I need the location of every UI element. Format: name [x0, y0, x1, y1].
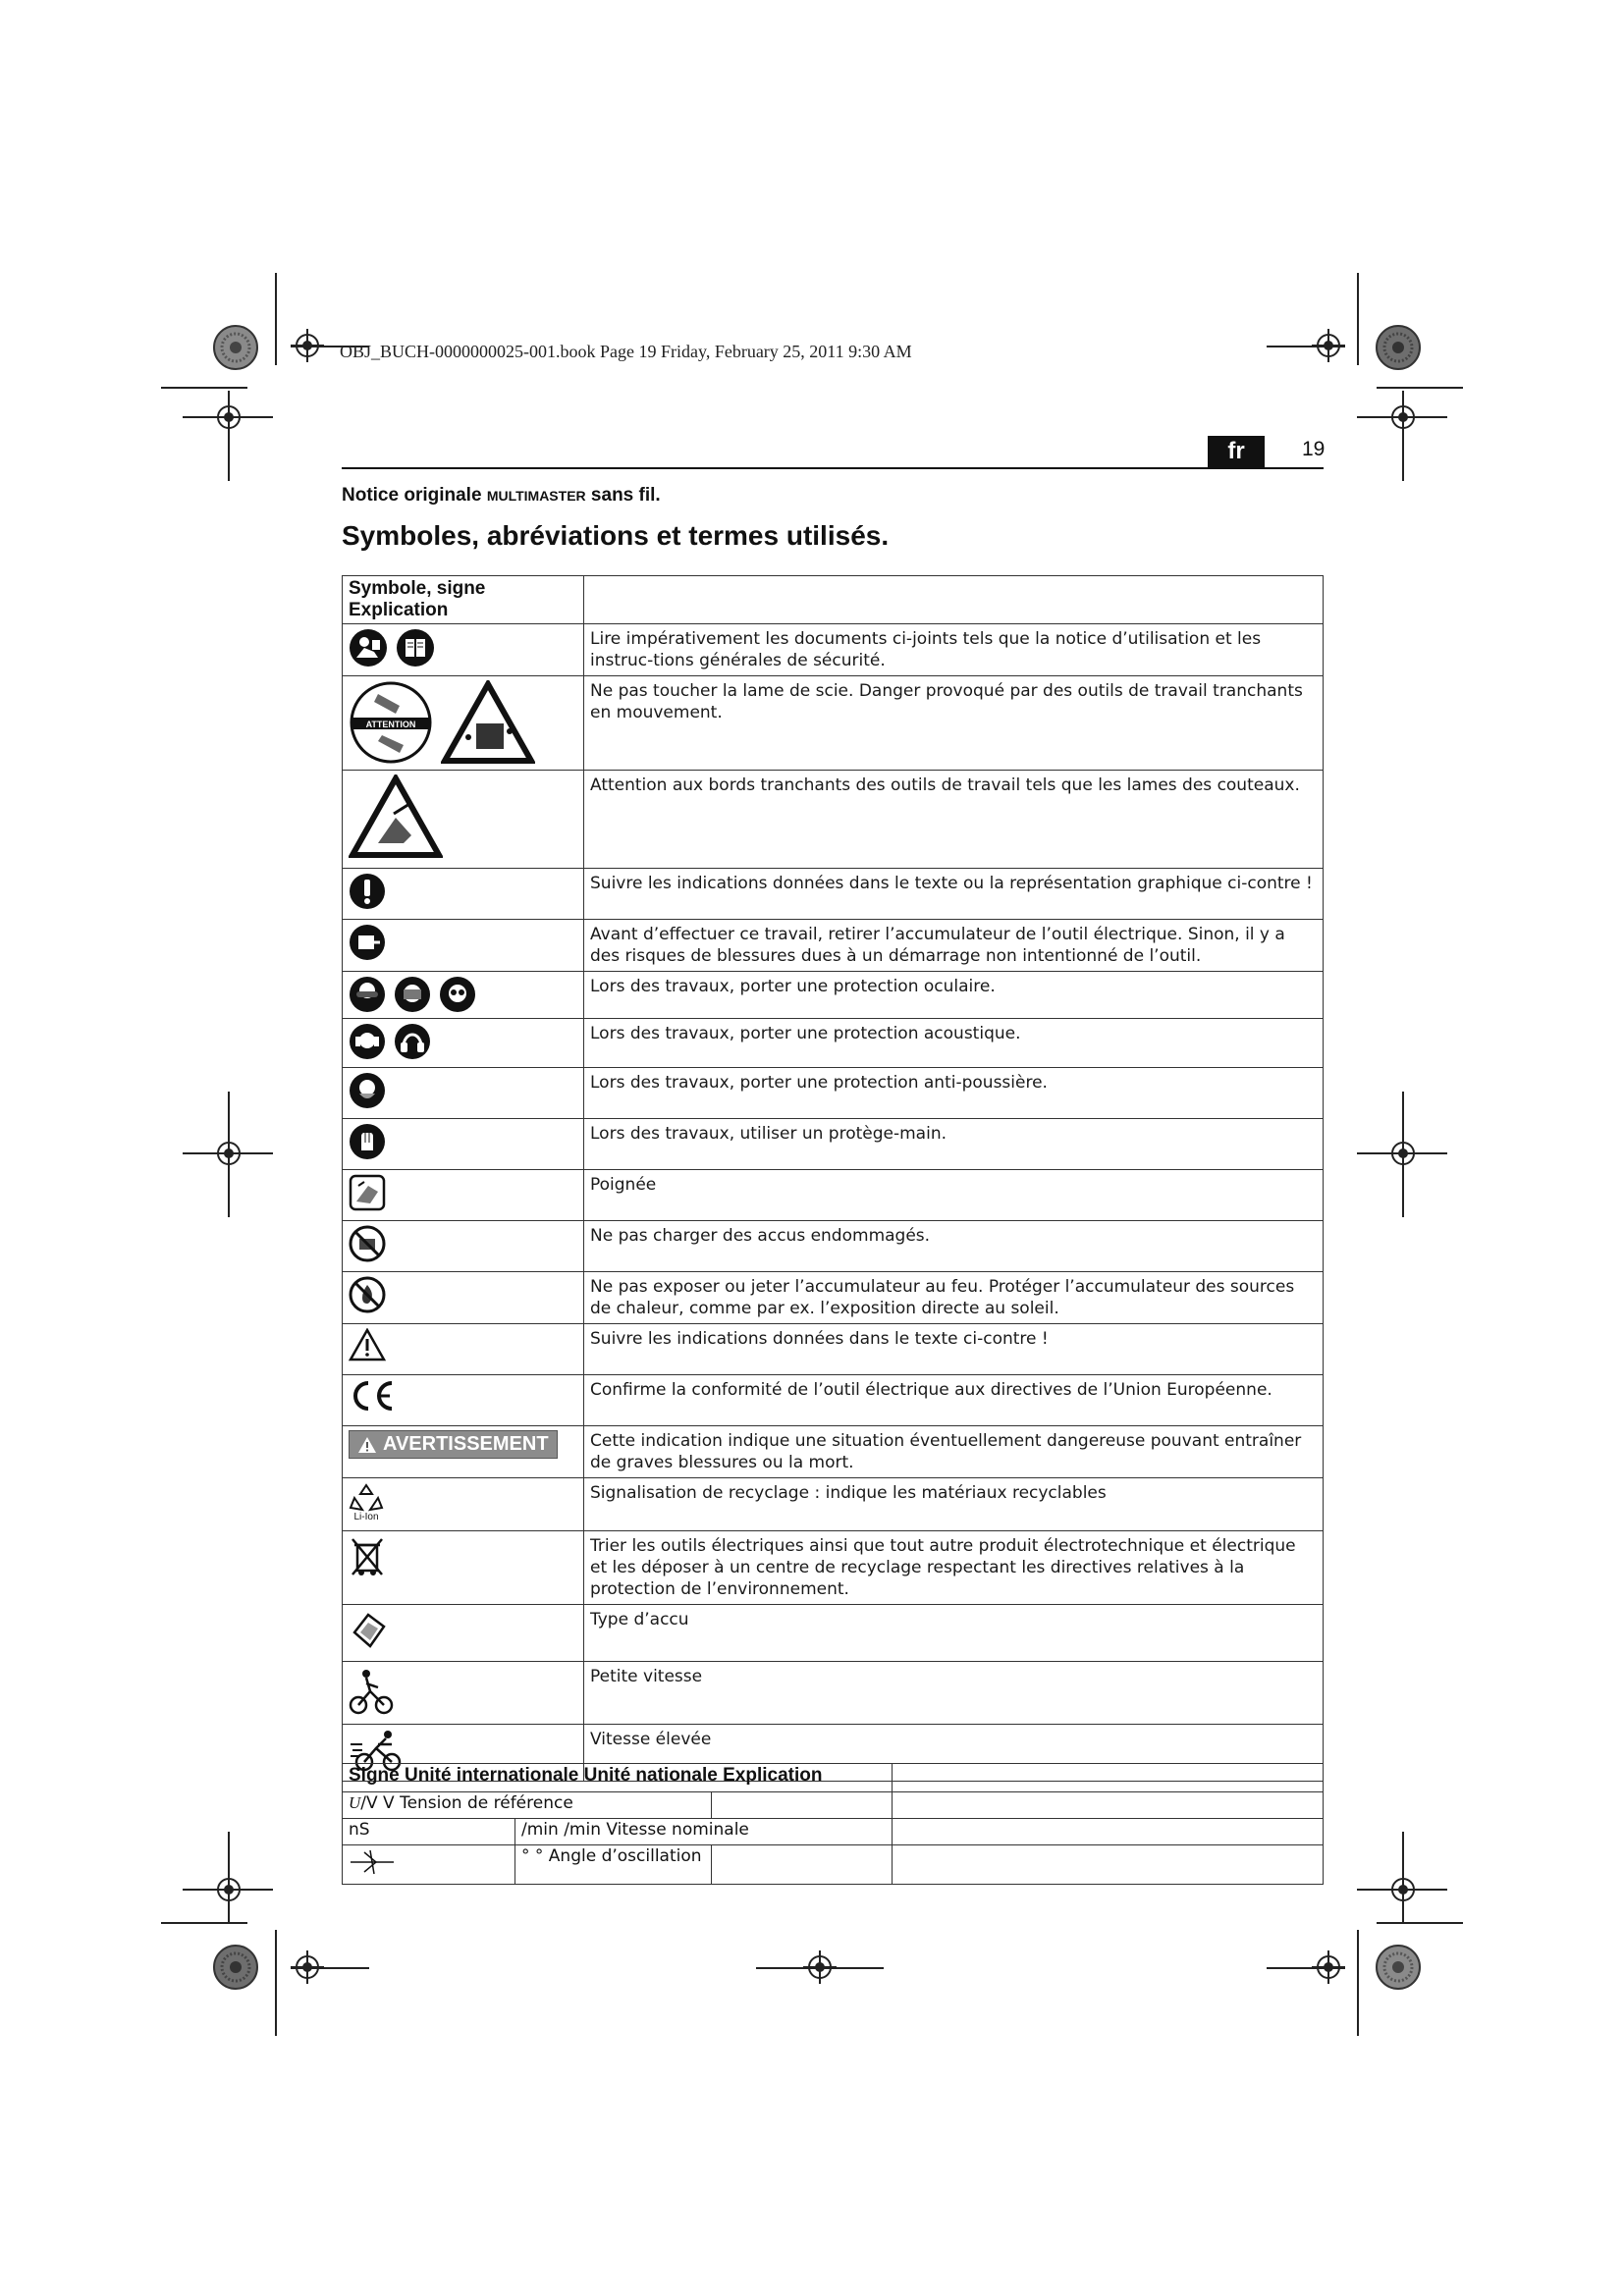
- notice-suffix: sans fil.: [585, 485, 661, 506]
- remove-battery-icon: [349, 924, 386, 961]
- symbol-cell: [343, 1119, 584, 1170]
- table-row: [343, 1819, 1324, 1845]
- unit-symbol-u: U: [349, 1793, 361, 1812]
- symbol-cell: [343, 1068, 584, 1119]
- warning-triangle-icon: [349, 1328, 386, 1362]
- saw-blade-attention-icon: [349, 680, 433, 765]
- unit-cell-empty: [893, 1845, 1324, 1885]
- table-row: [343, 624, 1324, 676]
- unit-cell-empty: [712, 1845, 893, 1885]
- unit-symbol-cell: nS: [343, 1819, 515, 1845]
- units-table: [342, 1763, 1324, 1885]
- unit-cell-empty: [893, 1819, 1324, 1845]
- table-row: [343, 1792, 1324, 1819]
- table-header: Signe Unité internationale Unité nationale Explication: [343, 1764, 893, 1792]
- symbol-cell: [343, 1375, 584, 1426]
- table-row: [343, 1119, 1324, 1170]
- table-row: [343, 1068, 1324, 1119]
- registration-mark-icon: [1386, 1137, 1420, 1170]
- section-title: Symboles, abréviations et termes utilisés.: [342, 520, 890, 551]
- unit-symbol-cell: [343, 1845, 515, 1885]
- registration-mark-icon: [1312, 329, 1345, 362]
- book-header: OBJ_BUCH-0000000025-001.book Page 19 Friday, February 25, 2011 9:30 AM: [340, 342, 912, 361]
- explanation-cell: Ne pas charger des accus endommagés.: [584, 1221, 1324, 1272]
- unit-description: /min /min Vitesse nominale: [515, 1819, 893, 1845]
- no-fire-icon: [349, 1276, 386, 1313]
- symbol-cell: [343, 972, 584, 1019]
- table-row: [343, 1605, 1324, 1662]
- ear-muffs-icon: [394, 1023, 431, 1060]
- battery-type-icon: [349, 1609, 388, 1652]
- exclamation-mandatory-icon: [349, 873, 386, 910]
- notice-prefix: Notice originale: [342, 485, 487, 506]
- symbol-cell: [343, 676, 584, 771]
- explanation-cell: Lire impérativement les documents ci-joints tels que la notice d’utilisation et les instruc-tions générales de sécurité.: [584, 624, 1324, 676]
- explanation-cell: Lors des travaux, utiliser un protège-main.: [584, 1119, 1324, 1170]
- avertissement-label: AVERTISSEMENT: [383, 1433, 549, 1455]
- weee-bin-icon: [349, 1535, 386, 1578]
- unit-description: ° ° Angle d’oscillation: [515, 1845, 712, 1885]
- book-icon: [396, 628, 435, 667]
- no-charge-damaged-icon: [349, 1225, 386, 1262]
- explanation-cell: Avant d’effectuer ce travail, retirer l’accumulateur de l’outil électrique. Sinon, il y a des risques de blessures dues à un démarrage non intentionné de l’outil.: [584, 920, 1324, 972]
- table-row: [343, 676, 1324, 771]
- unit-cell-empty: [712, 1792, 893, 1819]
- explanation-cell: Ne pas exposer ou jeter l’accumulateur au feu. Protéger l’accumulateur des sources de chaleur, comme par ex. l’exposition directe au soleil.: [584, 1272, 1324, 1324]
- registration-mark-icon: [212, 400, 245, 434]
- table-row: [343, 771, 1324, 869]
- table-row: [343, 1272, 1324, 1324]
- table-row: [343, 972, 1324, 1019]
- registration-mark-icon: [291, 329, 324, 362]
- symbol-cell: [343, 1221, 584, 1272]
- registration-mark-icon: [212, 1137, 245, 1170]
- table-row: [343, 1375, 1324, 1426]
- li-ion-label: Li-Ion: [353, 1512, 379, 1522]
- explanation-cell: Suivre les indications données dans le texte ou la représentation graphique ci-contre !: [584, 869, 1324, 920]
- registration-mark-icon: [1312, 1950, 1345, 1984]
- explanation-cell: Cette indication indique une situation éventuellement dangereuse pouvant entraîner de graves blessures ou la mort.: [584, 1426, 1324, 1478]
- symbol-cell: [343, 1272, 584, 1324]
- dust-mask-icon: [349, 1072, 386, 1109]
- explanation-cell: Lors des travaux, porter une protection acoustique.: [584, 1019, 1324, 1068]
- table-row: [343, 1324, 1324, 1375]
- table-header-empty: [584, 576, 1324, 624]
- registration-mark-icon: [291, 1950, 324, 1984]
- hand-guard-icon: [349, 1123, 386, 1160]
- ear-protection-icon: [349, 1023, 386, 1060]
- symbol-cell: [343, 771, 584, 869]
- explanation-cell: Ne pas toucher la lame de scie. Danger provoqué par des outils de travail tranchants en mouvement.: [584, 676, 1324, 771]
- table-row: [343, 1845, 1324, 1885]
- explanation-cell: Attention aux bords tranchants des outils de travail tels que les lames des couteaux.: [584, 771, 1324, 869]
- svg-text:ATTENTION: ATTENTION: [365, 720, 416, 729]
- language-badge: fr: [1208, 436, 1265, 467]
- symbol-cell: [343, 1531, 584, 1605]
- read-manual-icon: [349, 628, 388, 667]
- symbol-cell: [343, 1170, 584, 1221]
- explanation-cell: Lors des travaux, porter une protection anti-poussière.: [584, 1068, 1324, 1119]
- explanation-cell: Suivre les indications données dans le texte ci-contre !: [584, 1324, 1324, 1375]
- explanation-cell: Poignée: [584, 1170, 1324, 1221]
- safety-goggles-icon: [349, 976, 386, 1013]
- notice-line: [342, 485, 661, 507]
- eye-protection-icon: [439, 976, 476, 1013]
- notice-brand: MULTIMASTER: [486, 488, 586, 504]
- avertissement-badge: [349, 1430, 558, 1459]
- slow-bicycle-icon: [349, 1666, 396, 1715]
- registration-mark-icon: [1386, 400, 1420, 434]
- color-bar-rosette-icon: [212, 1944, 259, 1991]
- symbol-cell: [343, 869, 584, 920]
- table-row: [343, 1019, 1324, 1068]
- color-bar-rosette-icon: [212, 324, 259, 371]
- table-header-row: [343, 1764, 1324, 1792]
- symbols-table: [342, 575, 1324, 1782]
- table-row: [343, 1662, 1324, 1725]
- explanation-cell: Signalisation de recyclage : indique les matériaux recyclables: [584, 1478, 1324, 1531]
- registration-mark-icon: [1386, 1873, 1420, 1906]
- table-header-row: [343, 576, 1324, 624]
- symbol-cell: [343, 1605, 584, 1662]
- explanation-cell: Trier les outils électriques ainsi que tout autre produit électrotechnique et électrique et les déposer à un centre de recyclage respectant les directives relatives à la protection de l’environnement.: [584, 1531, 1324, 1605]
- explanation-cell: Confirme la conformité de l’outil électrique aux directives de l’Union Européenne.: [584, 1375, 1324, 1426]
- flying-particles-warning-icon: [441, 680, 535, 765]
- table-header: Symbole, signe Explication: [343, 576, 584, 624]
- explanation-cell: Type d’accu: [584, 1605, 1324, 1662]
- symbol-cell: [343, 1324, 584, 1375]
- face-shield-icon: [394, 976, 431, 1013]
- ce-mark-icon: [349, 1379, 396, 1413]
- registration-mark-icon: [212, 1873, 245, 1906]
- explanation-cell: Vitesse élevée: [584, 1725, 1324, 1782]
- header-rule: [342, 467, 1324, 469]
- registration-mark-icon: [803, 1950, 837, 1984]
- sharp-edge-warning-icon: [349, 774, 443, 859]
- symbol-cell: [343, 624, 584, 676]
- table-row: [343, 1531, 1324, 1605]
- explanation-cell: Lors des travaux, porter une protection oculaire.: [584, 972, 1324, 1019]
- handle-icon: [349, 1174, 386, 1211]
- table-row: [343, 1478, 1324, 1531]
- table-header-empty: [893, 1764, 1324, 1792]
- oscillation-angle-icon: [349, 1846, 396, 1876]
- table-row: [343, 1221, 1324, 1272]
- symbol-cell: [343, 920, 584, 972]
- symbol-cell: [343, 1478, 584, 1531]
- symbol-cell: [343, 1019, 584, 1068]
- table-row: [343, 920, 1324, 972]
- symbol-cell: [343, 1426, 584, 1478]
- unit-description: V V Tension de référence: [366, 1793, 573, 1813]
- recycling-li-ion-icon: [349, 1482, 384, 1522]
- table-row: [343, 1426, 1324, 1478]
- page-number: 19: [1302, 438, 1326, 460]
- table-row: [343, 1170, 1324, 1221]
- table-row: [343, 869, 1324, 920]
- symbol-cell: [343, 1662, 584, 1725]
- color-bar-rosette-icon: [1375, 324, 1422, 371]
- color-bar-rosette-icon: [1375, 1944, 1422, 1991]
- unit-cell-empty: [893, 1792, 1324, 1819]
- unit-cell: U/V V Tension de référence: [343, 1792, 712, 1819]
- explanation-cell: Petite vitesse: [584, 1662, 1324, 1725]
- warning-triangle-icon: [357, 1436, 377, 1454]
